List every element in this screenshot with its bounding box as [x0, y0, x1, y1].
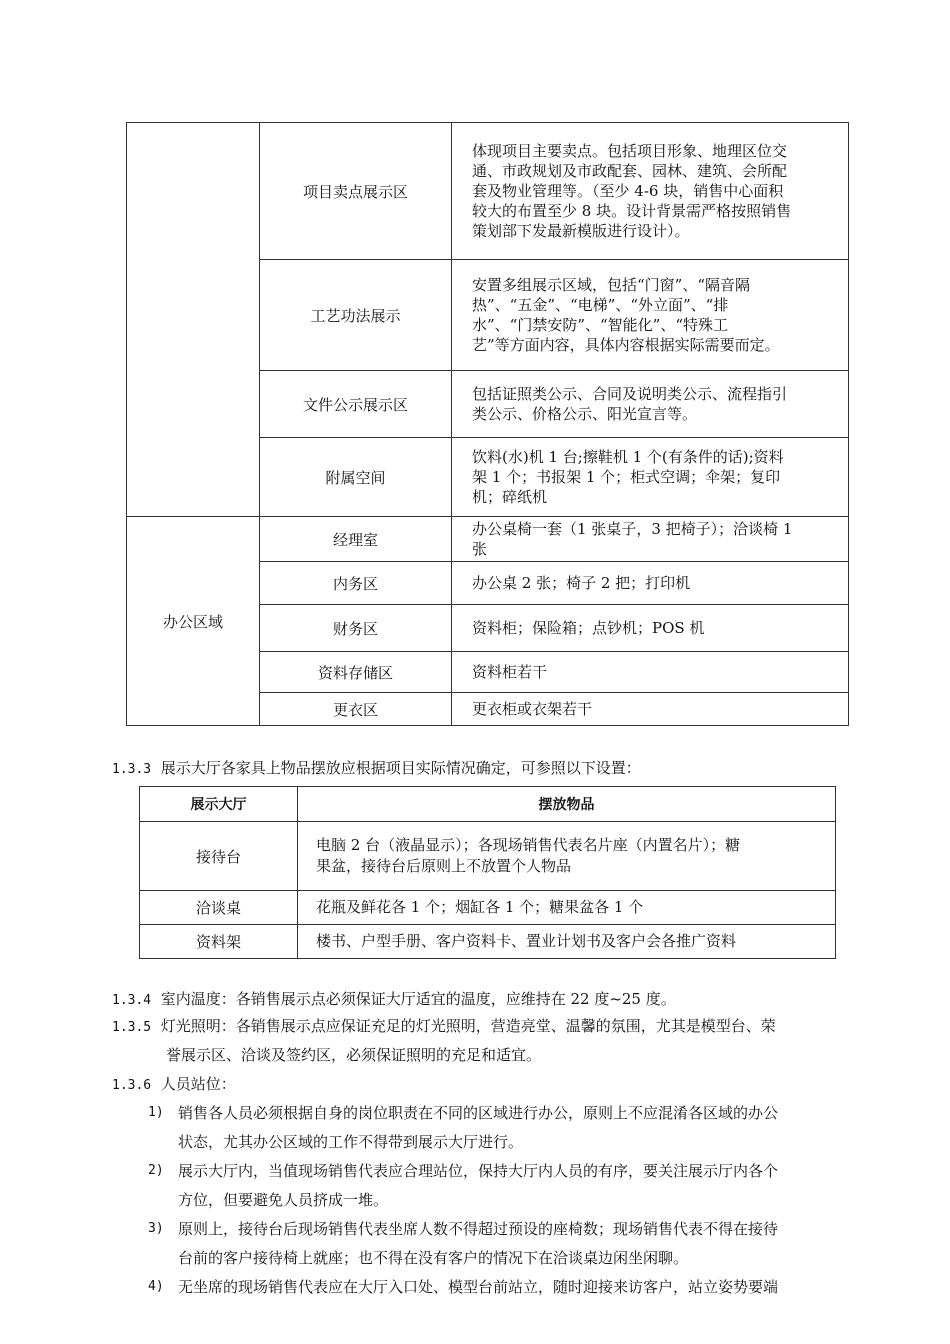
list-marker: 3)	[148, 1221, 164, 1236]
section-number: 1.3.4	[112, 993, 152, 1008]
content-cell	[452, 123, 849, 260]
content-cell: 资料柜若干	[452, 652, 849, 693]
list-item-text: 展示大厅内，当值现场销售代表应合理站位，保持大厅内人员的有序，要关注展示厅内各个	[178, 1162, 779, 1180]
content-line: 通、市政规划及市政配套、园林、建筑、会所配	[472, 162, 788, 180]
content-cell	[452, 517, 849, 562]
section-text-continued: 誉展示区、洽谈及签约区，必须保证照明的充足和适宜。	[166, 1046, 542, 1064]
section-1-3-5	[112, 1016, 776, 1038]
hall-items-table	[139, 786, 836, 959]
item-cell: 更衣区	[260, 693, 452, 726]
content-line: 办公桌椅一套（1 张桌子，3 把椅子）；洽谈椅 1	[472, 520, 793, 538]
column-header: 展示大厅	[140, 787, 298, 822]
area-cell: 办公区域	[127, 517, 260, 726]
hall-items-cell	[298, 822, 836, 891]
list-item-text: 方位，但要避免人员挤成一堆。	[178, 1191, 389, 1209]
table-row	[140, 925, 836, 959]
list-item-text: 无坐席的现场销售代表应在大厅入口处、模型台前站立，随时迎接来访客户，站立姿势要端	[178, 1278, 779, 1296]
table-header-row	[140, 787, 836, 822]
content-cell: 办公桌 2 张；椅子 2 把；打印机	[452, 562, 849, 605]
section-1-3-6	[112, 1074, 236, 1096]
section-number: 1.3.5	[112, 1020, 152, 1035]
list-item-text: 销售各人员必须根据自身的岗位职责在不同的区域进行办公，原则上不应混淆各区域的办公	[178, 1104, 779, 1122]
list-item-text: 台前的客户接待椅上就座；也不得在没有客户的情况下在洽谈桌边闲坐闲聊。	[178, 1249, 689, 1267]
content-line: 类公示、价格公示、阳光宣言等。	[472, 405, 698, 423]
content-line: 机；碎纸机	[472, 488, 548, 506]
section-text: 室内温度：各销售展示点必须保证大厅适宜的温度，应维持在 22 度~25 度。	[160, 990, 676, 1008]
item-cell: 工艺功法展示	[260, 260, 452, 371]
item-cell: 经理室	[260, 517, 452, 562]
list-marker: 4)	[148, 1279, 164, 1294]
section-text: 展示大厅各家具上物品摆放应根据项目实际情况确定，可参照以下设置：	[160, 759, 641, 777]
table-row	[127, 517, 849, 562]
item-cell: 财务区	[260, 605, 452, 652]
hall-items-cell: 花瓶及鲜花各 1 个；烟缸各 1 个；糖果盆各 1 个	[298, 891, 836, 925]
hall-name-cell: 洽谈桌	[140, 891, 298, 925]
section-1-3-3	[112, 758, 641, 780]
content-cell: 更衣柜或衣架若干	[452, 693, 849, 726]
content-cell	[452, 438, 849, 517]
content-line: 包括证照类公示、合同及说明类公示、流程指引	[472, 385, 788, 403]
section-number: 1.3.6	[112, 1078, 152, 1093]
table-row	[140, 891, 836, 925]
hall-name-cell: 接待台	[140, 822, 298, 891]
content-line: 果盆，接待台后原则上不放置个人物品	[316, 857, 572, 875]
content-line: 艺”等方面内容，具体内容根据实际需要而定。	[472, 336, 780, 354]
table-row	[140, 822, 836, 891]
content-line: 套及物业管理等。（至少 4-6 块，销售中心面积	[472, 182, 784, 200]
section-1-3-4	[112, 989, 676, 1011]
content-line: 体现项目主要卖点。包括项目形象、地理区位交	[472, 142, 788, 160]
hall-items-cell: 楼书、户型手册、客户资料卡、置业计划书及客户会各推广资料	[298, 925, 836, 959]
item-cell: 内务区	[260, 562, 452, 605]
item-cell: 文件公示展示区	[260, 371, 452, 438]
item-cell: 项目卖点展示区	[260, 123, 452, 260]
content-line: 电脑 2 台（液晶显示）；各现场销售代表名片座（内置名片）；糖	[316, 836, 741, 854]
list-item-text: 原则上，接待台后现场销售代表坐席人数不得超过预设的座椅数；现场销售代表不得在接待	[178, 1220, 779, 1238]
content-line: 张	[472, 540, 488, 558]
content-line: 热”、“五金”、“电梯”、“外立面”、“排	[472, 296, 729, 314]
column-header: 摆放物品	[298, 787, 836, 822]
table-row	[127, 123, 849, 260]
content-line: 策划部下发最新模版进行设计）。	[472, 222, 690, 240]
list-marker: 2)	[148, 1163, 164, 1178]
content-cell	[452, 371, 849, 438]
content-line: 架 1 个；书报架 1 个；柜式空调；伞架；复印	[472, 468, 781, 486]
content-line: 水”、“门禁安防”、“智能化”、“特殊工	[472, 316, 729, 334]
content-cell: 资料柜；保险箱；点钞机；POS 机	[452, 605, 849, 652]
content-line: 较大的布置至少 8 块。设计背景需严格按照销售	[472, 202, 792, 220]
content-cell	[452, 260, 849, 371]
list-item-text: 状态，尤其办公区域的工作不得带到展示大厅进行。	[178, 1133, 524, 1151]
section-number: 1.3.3	[112, 762, 152, 777]
content-line: 安置多组展示区域，包括“门窗”、“隔音隔	[472, 276, 751, 294]
content-line: 饮料(水)机 1 台;擦鞋机 1 个(有条件的话);资料	[472, 448, 784, 466]
hall-name-cell: 资料架	[140, 925, 298, 959]
area-cell	[127, 123, 260, 517]
section-text: 灯光照明：各销售展示点应保证充足的灯光照明，营造亮堂、温馨的氛围，尤其是模型台、荣	[160, 1017, 776, 1035]
item-cell: 资料存储区	[260, 652, 452, 693]
item-cell: 附属空间	[260, 438, 452, 517]
list-marker: 1)	[148, 1105, 164, 1120]
sales-center-layout-table	[126, 122, 849, 726]
section-title: 人员站位：	[160, 1075, 236, 1093]
